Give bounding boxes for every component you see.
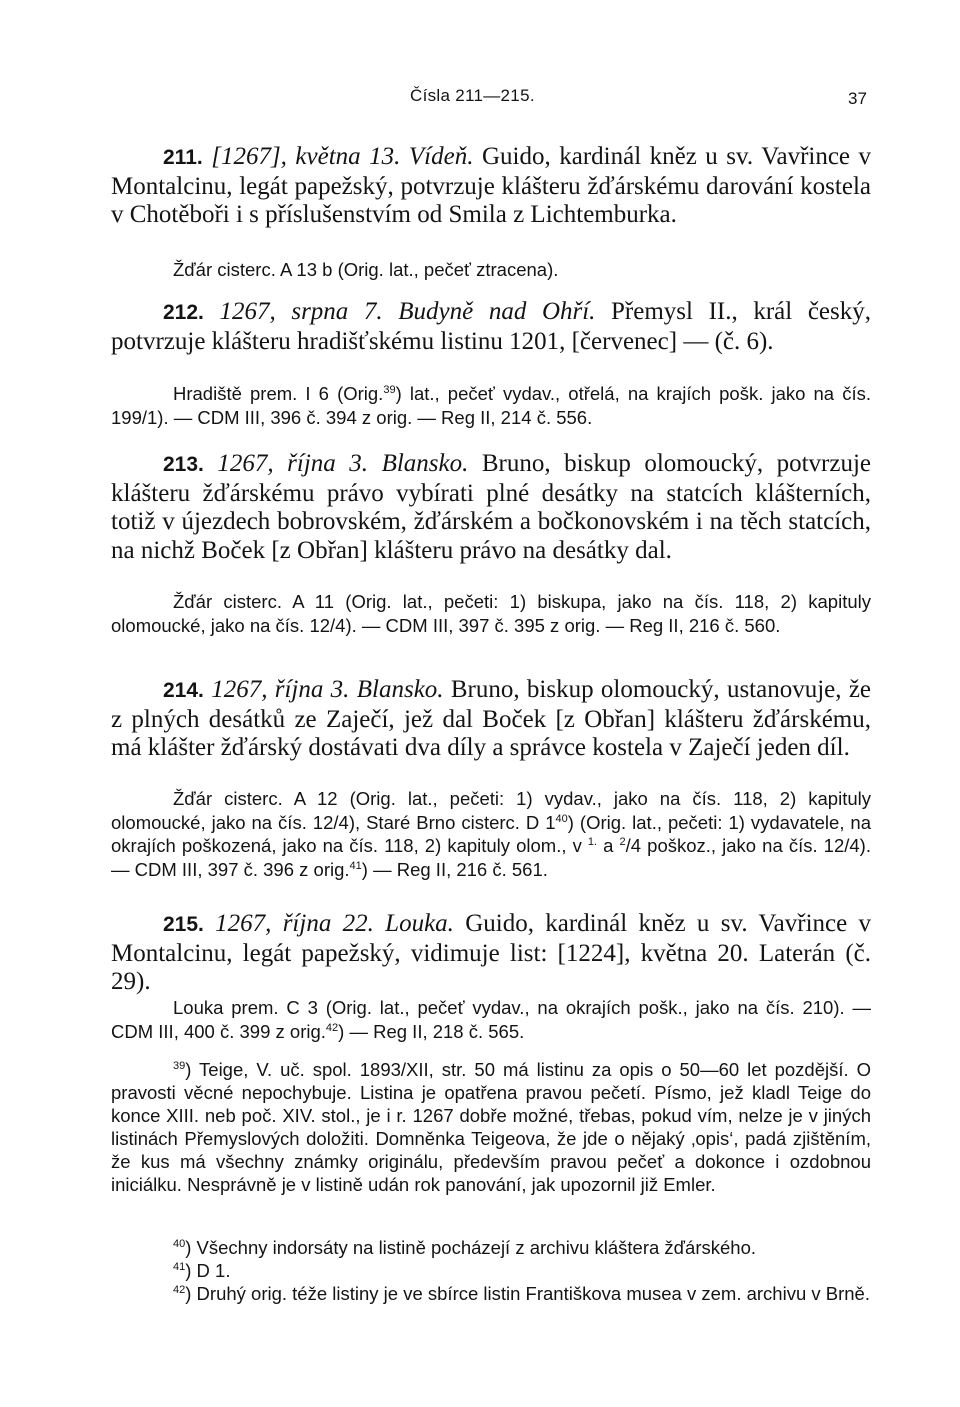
entry-text: Guido, kardinál kněz u sv. Vavřince v Montalcinu, legát papežský, vidimuje list: [1224], května 20. Laterán (č. 29). <box>111 910 872 995</box>
footnote-41 <box>111 1259 871 1282</box>
entry-date: 1267, srpna 7. <box>219 298 383 325</box>
running-title: Čísla 211—215. <box>410 86 535 105</box>
source-note-text: /4 poškoz., jako na čís. 12/4). — CDM III, 397 č. 396 z orig. <box>111 835 871 880</box>
entry-211 <box>111 143 871 230</box>
source-note-text: ) lat., pečeť vydav., otřelá, na krajích pošk. jako na čís. 199/1). — CDM III, 396 č. 394 z orig. — Reg II, 214 č. 556. <box>111 383 871 428</box>
page-number: 37 <box>848 89 867 108</box>
entry-215-source-note <box>111 996 871 1043</box>
entry-text: Guido, kardinál kněz u sv. Vavřince v Montalcinu, legát papežský, potvrzuje klášteru žďárskému darování kostela v Chotěboři i s příslušenstvím od Smila z Lichtemburka. <box>111 143 872 228</box>
entry-place: Budyně nad Ohří. <box>398 298 596 325</box>
footnote-42 <box>111 1282 871 1305</box>
source-note-text: ) — Reg II, 218 č. 565. <box>338 1020 525 1042</box>
entry-number: 215. <box>163 913 204 936</box>
footnote-text: ) Všechny indorsáty na listině pocházejí z archivu kláštera žďárského. <box>185 1237 757 1258</box>
entry-date: 1267, října 22. <box>215 910 374 937</box>
source-note-text: Hradiště prem. I 6 (Orig. <box>173 383 384 404</box>
source-note-text: Louka prem. C 3 (Orig. lat., pečeť vydav., na okrajích pošk., jako na čís. 210). — CDM III, 400 č. 399 z orig. <box>111 997 871 1042</box>
entry-214-source-note <box>111 787 871 881</box>
entry-place: Vídeň. <box>408 143 474 170</box>
entry-212 <box>111 298 871 356</box>
footnote-ref: 41 <box>349 859 362 872</box>
entry-text: Přemysl II., král český, potvrzuje klášteru hradišťskému listinu 1201, [červenec] — (č. 6). <box>111 298 871 355</box>
source-note-text: a <box>597 835 620 856</box>
entry-place: Louka. <box>385 910 454 937</box>
footnote-mark: 40 <box>173 1238 186 1250</box>
entry-place: Blansko. <box>356 676 444 703</box>
footnote-text: ) Druhý orig. téže listiny je ve sbírce listin Františkova musea v zem. archivu v Brně. <box>185 1283 870 1304</box>
footnote-ref: 42 <box>325 1021 339 1034</box>
entry-place: Blansko. <box>381 450 469 477</box>
entry-date: [1267], května 13. <box>211 143 401 170</box>
footnote-mark: 41 <box>173 1261 186 1273</box>
superscript: 2 <box>619 836 626 848</box>
entry-text: Bruno, biskup olomoucký, ustanovuje, že z plných desátků ze Zaječí, jež dal Boček [z Obřan] klášteru žďárskému, má klášter žďárský dostávati dva díly a správce kostela v Zaječí jeden díl. <box>111 676 872 761</box>
footnote-mark: 39 <box>173 1060 186 1072</box>
entry-212-source-note <box>111 382 871 429</box>
entry-213 <box>111 450 871 565</box>
entry-213-source-note <box>111 590 871 637</box>
footnote-text: ) D 1. <box>185 1260 231 1281</box>
entry-215 <box>111 910 871 997</box>
entry-number: 211. <box>163 146 203 169</box>
footnote-text: ) Teige, V. uč. spol. 1893/XII, str. 50 má listinu za opis o 50—60 let pozdější. O pravosti věcné nepochybuje. Listina je opatřena pravou pečetí. Písmo, jež kladl Teige do konce XIII. neb poč. XIV. stol., je i r. 1267 dobře možné, třebas, pokud vím, nelze je v jiných listinách Přemyslových doložiti. Domněnka Teigeova, že jde o nějaký ‚opis‘, padá zjištěním, že kus má všechny známky originálu, především pravou pečeť a dokonce i ozdobnou iniciálku. Nesprávně je v listině udán rok panování, jak upozornil již Emler. <box>111 1059 871 1195</box>
source-note-text: Žďár cisterc. A 11 (Orig. lat., pečeti: 1) biskupa, jako na čís. 118, 2) kapituly olomoucké, jako na čís. 12/4). — CDM III, 397 č. 395 z orig. — Reg II, 216 č. 560. <box>111 591 871 636</box>
footnote-ref: 40 <box>555 812 568 825</box>
superscript: 1. <box>587 836 598 848</box>
source-note-text: ) — Reg II, 216 č. 561. <box>361 858 548 880</box>
entry-date: 1267, října 3. <box>211 676 350 703</box>
entry-date: 1267, října 3. <box>217 450 369 477</box>
entry-number: 212. <box>163 301 204 324</box>
source-note-text: ) (Orig. lat., pečeti: 1) vydavatele, na okrajích poškozená, jako na čís. 118, 2) kapituly olom., v <box>111 811 872 856</box>
footnote-mark: 42 <box>173 1284 186 1296</box>
entry-text: Bruno, biskup olomoucký, potvrzuje klášteru žďárskému právo vybírati plné desátky na statcích klášterních, totiž v újezdech bobrovském, žďárském a bočkonovském i na těch statcích, na nichž Boček [z Obřan] klášteru právo na desátky dal. <box>111 450 871 564</box>
source-note-text: Žďár cisterc. A 12 (Orig. lat., pečeti: 1) vydav., jako na čís. 118, 2) kapituly olomoucké, jako na čís. 12/4), Staré Brno cisterc. D 1 <box>111 788 871 833</box>
source-note-text: Žďár cisterc. A 13 b (Orig. lat., pečeť ztracena). <box>173 259 559 280</box>
footnote-40 <box>111 1236 871 1259</box>
entry-number: 213. <box>163 453 204 476</box>
footnote-39 <box>111 1058 871 1196</box>
entry-211-source-note <box>111 258 871 282</box>
footnote-ref: 39 <box>383 384 396 396</box>
entry-214 <box>111 676 871 763</box>
entry-number: 214. <box>163 679 204 702</box>
